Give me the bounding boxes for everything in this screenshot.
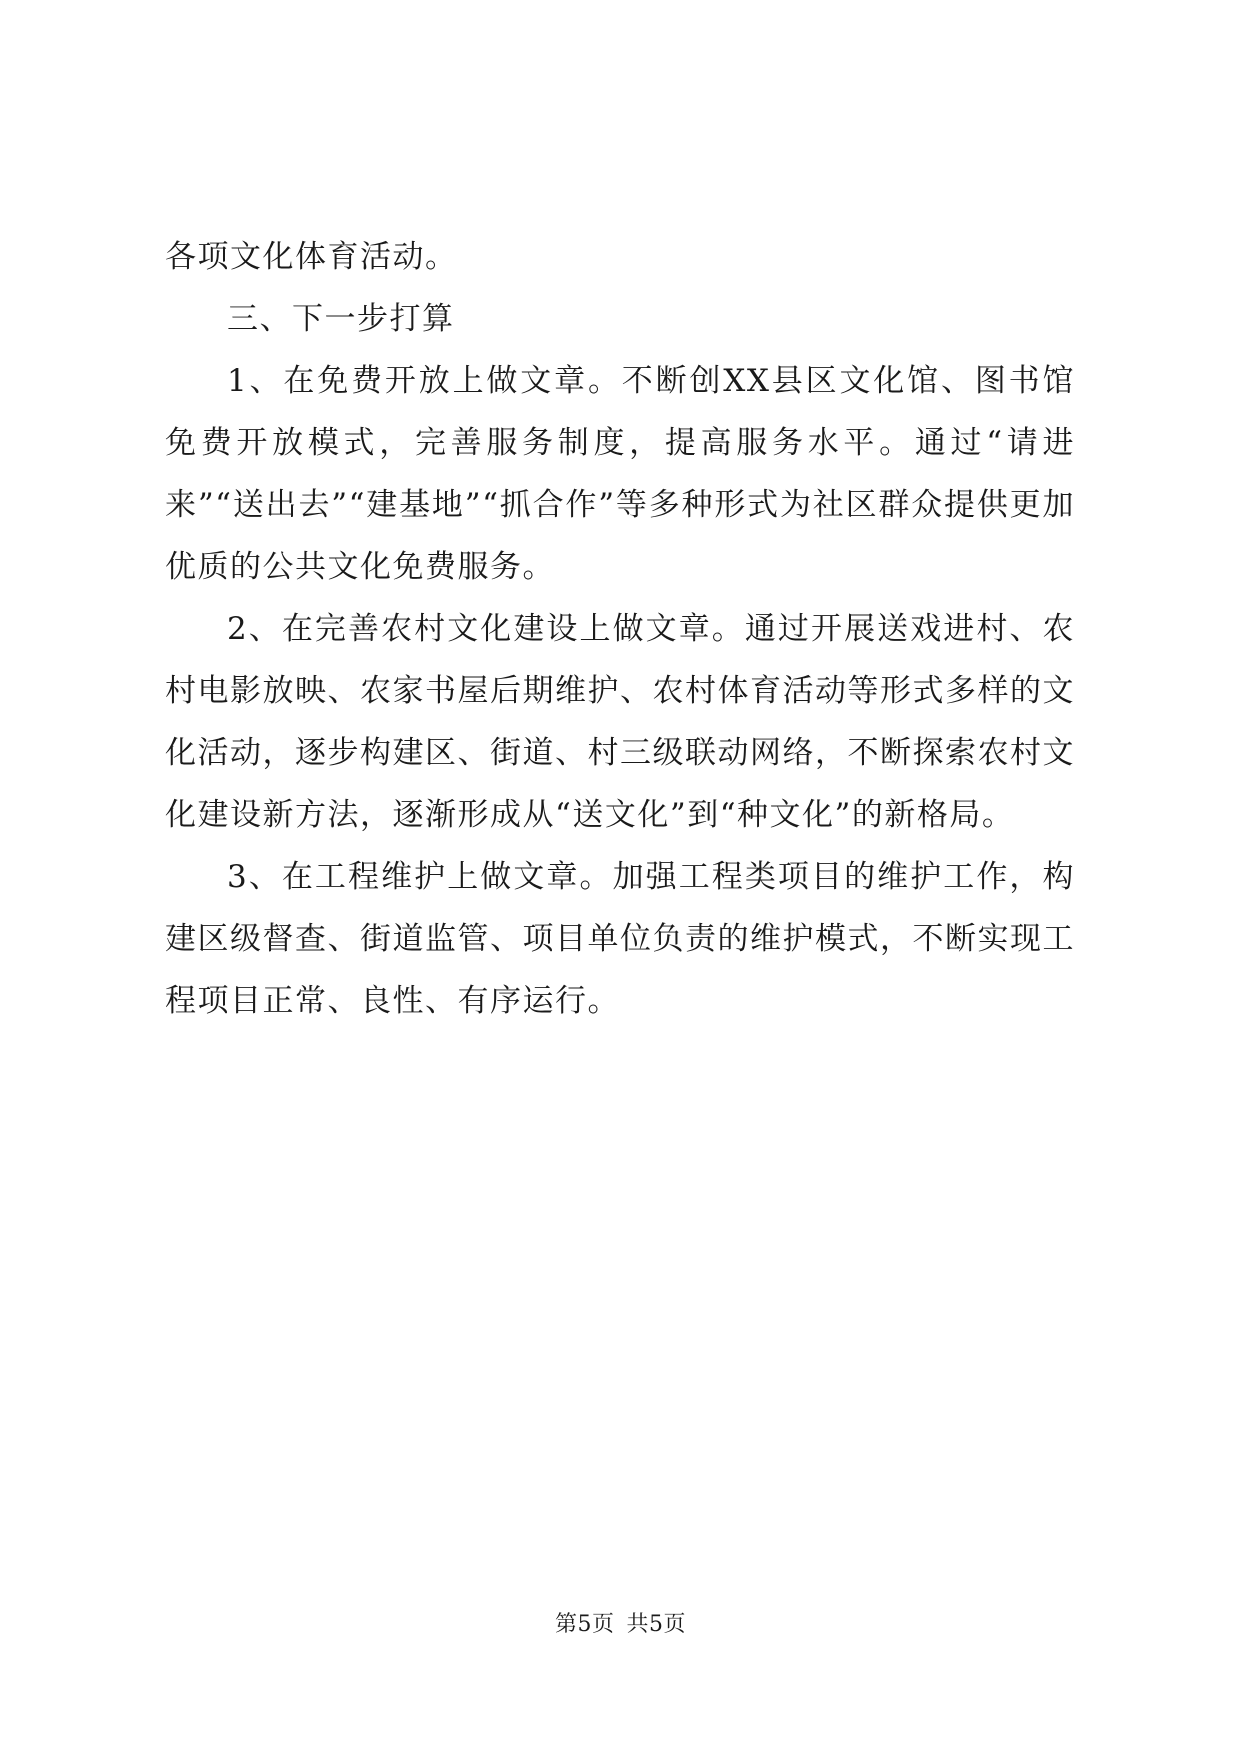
section-heading: 三、下一步打算 bbox=[227, 301, 455, 337]
page-footer bbox=[0, 1610, 1241, 1640]
page-number: 第5页 bbox=[555, 1612, 615, 1637]
document-body bbox=[165, 226, 1075, 1032]
paragraph-item-1: 1、在免费开放上做文章。不断创XX县区文化馆、图书馆免费开放模式，完善服务制度，提高服务水平。通过“请进来”“送出去”“建基地”“抓合作”等多种形式为社区群众提供更加优质的公共文化免费服务。 bbox=[165, 363, 1075, 585]
paragraph-item-3: 3、在工程维护上做文章。加强工程类项目的维护工作，构建区级督查、街道监管、项目单位负责的维护模式，不断实现工程项目正常、良性、有序运行。 bbox=[165, 859, 1075, 1019]
page-total: 共5页 bbox=[626, 1612, 686, 1637]
paragraph-item-2: 2、在完善农村文化建设上做文章。通过开展送戏进村、农村电影放映、农家书屋后期维护、农村体育活动等形式多样的文化活动，逐步构建区、街道、村三级联动网络，不断探索农村文化建设新方法，逐渐形成从“送文化”到“种文化”的新格局。 bbox=[165, 611, 1075, 833]
paragraph-continuation: 各项文化体育活动。 bbox=[165, 239, 458, 275]
